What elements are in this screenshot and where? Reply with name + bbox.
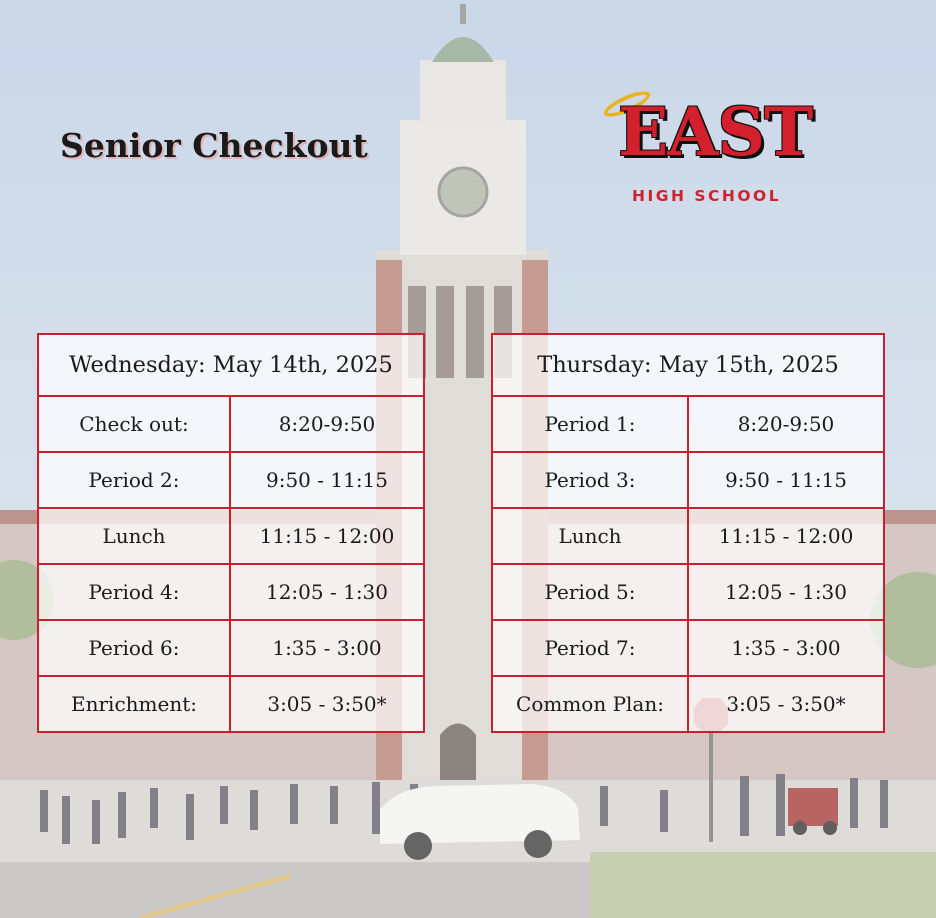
period-label: Period 1:	[492, 396, 688, 452]
schedule-table-wednesday	[37, 333, 425, 733]
period-label: Period 2:	[38, 452, 230, 508]
table-row	[38, 452, 424, 508]
period-time: 11:15 - 12:00	[688, 508, 884, 564]
period-label: Check out:	[38, 396, 230, 452]
period-label: Period 3:	[492, 452, 688, 508]
table-row	[38, 620, 424, 676]
period-label: Lunch	[492, 508, 688, 564]
period-label: Period 7:	[492, 620, 688, 676]
period-time: 12:05 - 1:30	[688, 564, 884, 620]
period-time: 9:50 - 11:15	[688, 452, 884, 508]
school-logo	[600, 92, 850, 212]
table-row	[492, 564, 884, 620]
logo-wordmark: EAST	[618, 93, 813, 171]
page-title: Senior Checkout	[60, 126, 368, 165]
table-row	[492, 620, 884, 676]
schedule-day-header: Thursday: May 15th, 2025	[492, 334, 884, 396]
table-row	[38, 396, 424, 452]
period-time: 8:20-9:50	[688, 396, 884, 452]
table-row	[38, 676, 424, 732]
logo-subtitle: HIGH SCHOOL	[632, 187, 782, 205]
table-row	[492, 396, 884, 452]
period-time: 3:05 - 3:50*	[688, 676, 884, 732]
table-row	[492, 676, 884, 732]
period-time: 1:35 - 3:00	[230, 620, 424, 676]
period-label: Period 4:	[38, 564, 230, 620]
period-time: 1:35 - 3:00	[688, 620, 884, 676]
table-row	[492, 508, 884, 564]
table-row	[492, 452, 884, 508]
period-label: Period 5:	[492, 564, 688, 620]
period-time: 8:20-9:50	[230, 396, 424, 452]
period-time: 3:05 - 3:50*	[230, 676, 424, 732]
period-label: Period 6:	[38, 620, 230, 676]
period-label: Common Plan:	[492, 676, 688, 732]
schedule-table-thursday	[491, 333, 885, 733]
period-label: Enrichment:	[38, 676, 230, 732]
table-row	[38, 508, 424, 564]
period-time: 12:05 - 1:30	[230, 564, 424, 620]
period-time: 11:15 - 12:00	[230, 508, 424, 564]
period-label: Lunch	[38, 508, 230, 564]
schedule-day-header: Wednesday: May 14th, 2025	[38, 334, 424, 396]
table-row	[38, 564, 424, 620]
period-time: 9:50 - 11:15	[230, 452, 424, 508]
